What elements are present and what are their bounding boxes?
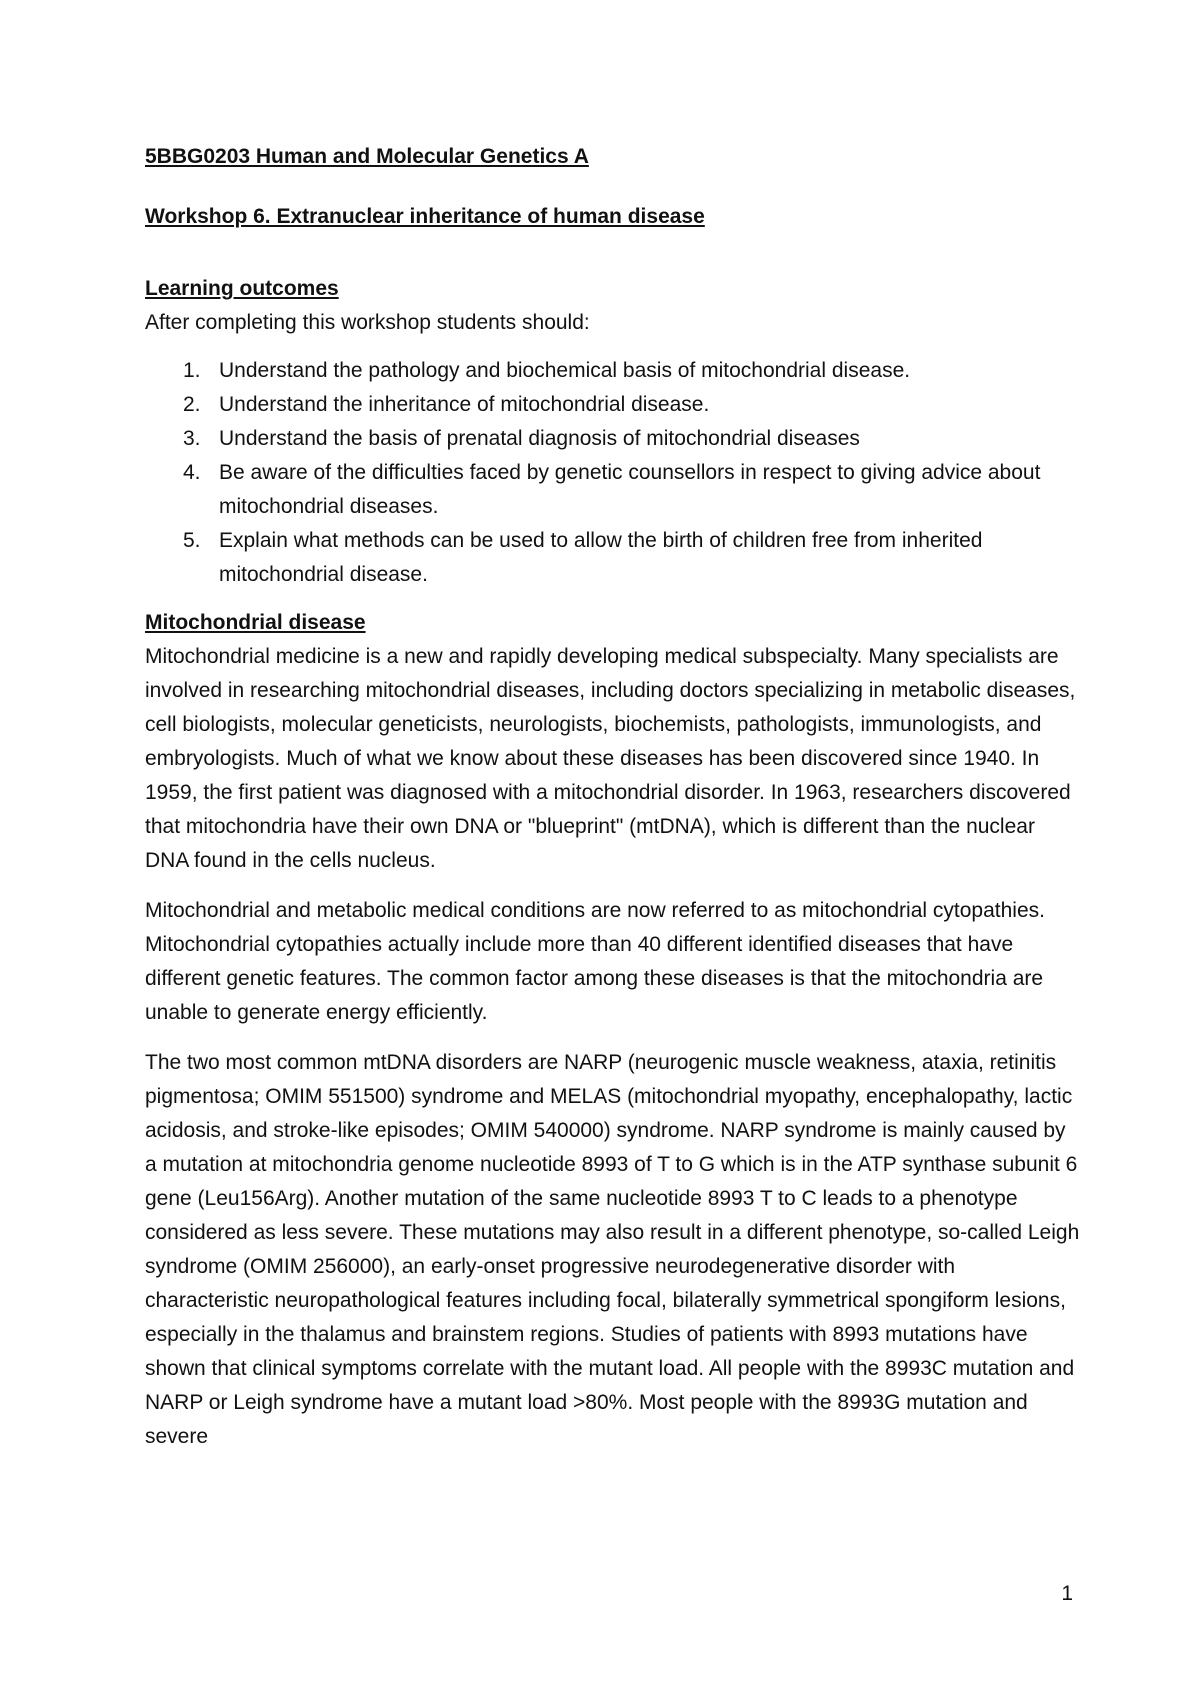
learning-outcomes-heading: Learning outcomes — [145, 277, 339, 300]
list-item-number: 2. — [183, 393, 201, 416]
list-item-text: Understand the basis of prenatal diagnosis of mitochondrial diseases — [219, 427, 860, 450]
list-item — [145, 524, 1080, 592]
list-item — [145, 388, 1080, 422]
course-title: 5BBG0203 Human and Molecular Genetics A — [145, 145, 589, 168]
learning-outcomes-intro: After completing this workshop students should: — [145, 311, 590, 334]
mitochondrial-disease-heading: Mitochondrial disease — [145, 611, 366, 634]
page-number: 1 — [1061, 1582, 1073, 1605]
body-paragraph: Mitochondrial medicine is a new and rapidly developing medical subspecialty. Many specialists are involved in researching mitochondrial diseases, including doctors specializing in metabolic diseases, cell biologists, molecular geneticists, neurologists, biochemists, pathologists, immunologists, and embryologists. Much of what we know about these diseases has been discovered since 1940. In 1959, the first patient was diagnosed with a mitochondrial disorder. In 1963, researchers discovered that mitochondria have their own DNA or "blueprint" (mtDNA), which is different than the nuclear DNA found in the cells nucleus. — [145, 645, 1076, 872]
list-item-number: 5. — [183, 529, 201, 552]
workshop-title: Workshop 6. Extranuclear inheritance of human disease — [145, 205, 705, 228]
list-item-text: Understand the pathology and biochemical basis of mitochondrial disease. — [219, 359, 911, 382]
learning-outcomes-section — [145, 272, 1080, 592]
list-item-number: 4. — [183, 461, 201, 484]
list-item-number: 1. — [183, 359, 201, 382]
list-item — [145, 354, 1080, 388]
list-item-text: Understand the inheritance of mitochondrial disease. — [219, 393, 710, 416]
list-item — [145, 456, 1080, 524]
list-item-text: Be aware of the difficulties faced by genetic counsellors in respect to giving advice about mitochondrial diseases. — [219, 461, 1041, 518]
mitochondrial-disease-section — [145, 606, 1080, 1454]
document-body — [145, 140, 1080, 1470]
body-paragraph: The two most common mtDNA disorders are NARP (neurogenic muscle weakness, ataxia, retinitis pigmentosa; OMIM 551500) syndrome and MELAS (mitochondrial myopathy, encephalopathy, lactic acidosis, and stroke-like episodes; OMIM 540000) syndrome. NARP syndrome is mainly caused by a mutation at mitochondria genome nucleotide 8993 of T to G which is in the ATP synthase subunit 6 gene (Leu156Arg). Another mutation of the same nucleotide 8993 T to C leads to a phenotype considered as less severe. These mutations may also result in a different phenotype, so-called Leigh syndrome (OMIM 256000), an early-onset progressive neurodegenerative disorder with characteristic neuropathological features including focal, bilaterally symmetrical spongiform lesions, especially in the thalamus and brainstem regions. Studies of patients with 8993 mutations have shown that clinical symptoms correlate with the mutant load. All people with the 8993C mutation and NARP or Leigh syndrome have a mutant load >80%. Most people with the 8993G mutation and severe — [145, 1051, 1080, 1448]
list-item-text: Explain what methods can be used to allow the birth of children free from inherited mitochondrial disease. — [219, 529, 983, 586]
list-item-number: 3. — [183, 427, 201, 450]
learning-outcomes-list — [145, 354, 1080, 592]
list-item — [145, 422, 1080, 456]
body-paragraph: Mitochondrial and metabolic medical conditions are now referred to as mitochondrial cytopathies. Mitochondrial cytopathies actually include more than 40 different identified diseases that have different genetic features. The common factor among these diseases is that the mitochondria are unable to generate energy efficiently. — [145, 899, 1045, 1024]
